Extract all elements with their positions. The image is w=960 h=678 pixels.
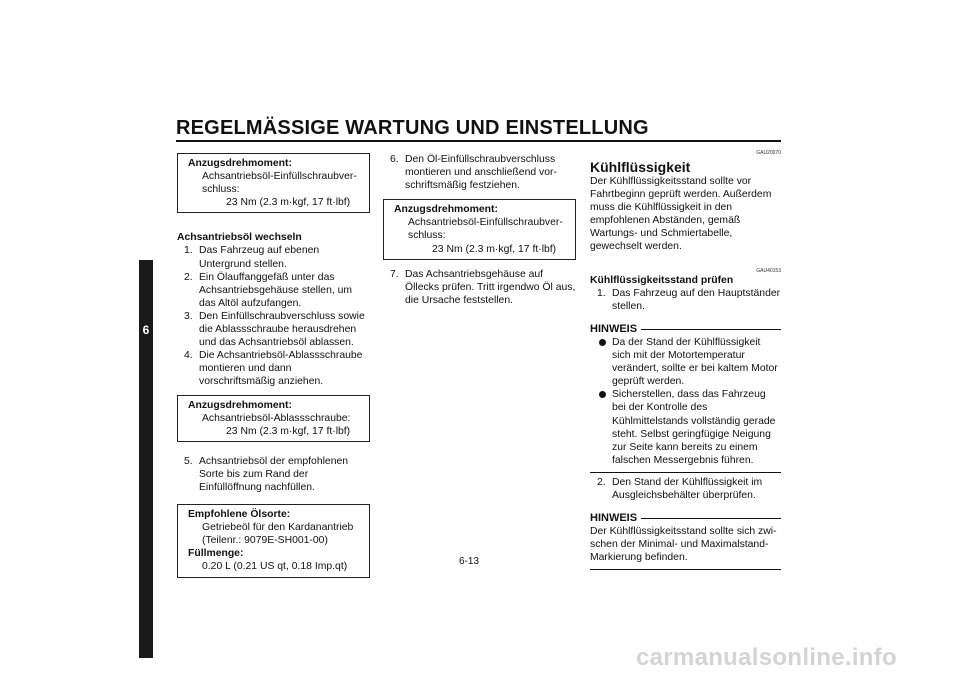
column-3	[590, 150, 781, 570]
torque-heading: Anzugsdrehmoment:	[188, 158, 292, 169]
step-number: 7.	[390, 268, 399, 280]
step-text: Das Achsantriebsgehäuse auf Öllecks prüfen. Tritt irgendwo Öl aus, die Ursache feststellen.	[405, 268, 576, 306]
torque-part: Achsantriebsöl-Einfüllschraubver-	[408, 217, 563, 229]
torque-part: Achsantriebsöl-Ablassschraube:	[202, 412, 351, 424]
section-heading: Achsantriebsöl wechseln	[177, 232, 302, 244]
notice-text: Der Kühlflüssigkeitsstand sollte sich zwischen der Minimal- und Maximalstand-Markierung befinden.	[590, 526, 777, 564]
page-number: 6-13	[459, 556, 480, 567]
step-text: Den Einfüllschraubverschluss sowie die Ablassschraube herausdrehen und das Achsantriebsöl ablassen.	[199, 310, 365, 349]
column-2	[383, 153, 576, 307]
bullet-text: Sicherstellen, dass das Fahrzeug bei der Kontrolle des Kühlmittelstands vollständig gerade steht. Selbst geringfügige Neigung zur Seite kann bereits zu einem falschen Messergebnis führen.	[612, 389, 776, 466]
list-item	[177, 244, 370, 270]
step-text: Den Öl-Einfüllschraubverschluss montieren und anschließend vorschriftsmäßig festziehen.	[405, 154, 557, 192]
subsection-heading: Kühlflüssigkeitsstand prüfen	[590, 274, 734, 286]
oil-type-heading: Empfohlene Ölsorte:	[188, 509, 291, 521]
steps-list	[590, 287, 781, 313]
chapter-tab-label: 6	[142, 323, 150, 337]
step-number: 4.	[184, 350, 193, 362]
notice-title	[590, 323, 781, 336]
torque-box-fill-bolt	[383, 199, 576, 259]
list-item	[177, 349, 370, 388]
chapter-tab	[139, 260, 153, 658]
bullet-icon	[599, 339, 606, 346]
notice-label: HINWEIS	[590, 512, 638, 525]
step-text: Den Stand der Kühlflüssigkeit im Ausgleichsbehälter überprüfen.	[612, 476, 763, 501]
oil-part-number: (Teilenr.: 9079E-SH001-00)	[202, 535, 328, 547]
torque-value: 23 Nm (2.3 m·kgf, 17 ft·lbf)	[226, 197, 351, 209]
step-number: 3.	[184, 310, 193, 322]
step-text: Ein Ölauffanggefäß unter das Achsantriebsgehäuse stellen, um das Altöl aufzufangen.	[199, 271, 353, 309]
step-number: 1.	[184, 245, 193, 257]
oil-quantity-heading: Füllmenge:	[188, 548, 244, 560]
torque-box-fill-bolt	[177, 153, 370, 213]
notice-end-rule	[590, 569, 781, 570]
steps-list	[177, 244, 370, 388]
list-item	[177, 310, 370, 349]
list-item	[590, 476, 781, 502]
steps-list-cont	[383, 268, 576, 307]
title-rule	[176, 140, 781, 142]
torque-part: Achsantriebsöl-Einfüllschraubver-	[202, 171, 357, 183]
step-number: 1.	[597, 287, 606, 299]
step-number: 2.	[184, 271, 193, 283]
steps-list-cont	[590, 476, 781, 502]
step-number: 2.	[597, 476, 606, 488]
list-item	[590, 287, 781, 313]
torque-heading: Anzugsdrehmoment:	[394, 204, 498, 216]
notice-title	[590, 512, 781, 525]
column-1	[177, 153, 370, 578]
torque-part-cont: schluss:	[408, 230, 446, 242]
torque-heading: Anzugsdrehmoment:	[188, 399, 292, 411]
step-number: 6.	[390, 154, 399, 165]
bullet-icon	[599, 391, 606, 398]
section-heading: Kühlflüssigkeit	[590, 159, 691, 175]
section-code: GAU20070	[756, 150, 781, 156]
notice-label: HINWEIS	[590, 322, 638, 335]
torque-value: 23 Nm (2.3 m·kgf, 17 ft·lbf)	[226, 425, 351, 437]
torque-value: 23 Nm (2.3 m·kgf, 17 ft·lbf)	[432, 243, 557, 255]
notice-rule	[641, 518, 781, 519]
section-code: GAU40153	[756, 267, 781, 274]
list-item	[177, 455, 370, 494]
notice-rule	[641, 329, 781, 330]
oil-spec-box	[177, 504, 370, 577]
steps-list-cont	[177, 455, 370, 494]
bullet-text: Da der Stand der Kühlflüssigkeit sich mit der Motortemperatur verändert, sollte er bei kaltem Motor geprüft werden.	[612, 336, 778, 388]
list-item	[590, 336, 781, 388]
list-item	[383, 268, 576, 307]
oil-quantity: 0.20 L (0.21 US qt, 0.18 Imp.qt)	[202, 561, 348, 573]
torque-box-drain-bolt	[177, 395, 370, 442]
torque-part-cont: schluss:	[202, 184, 240, 196]
steps-list	[383, 153, 576, 192]
notice-end-rule	[590, 472, 781, 473]
watermark: carmanualsonline.info	[636, 644, 898, 671]
step-number: 5.	[184, 455, 193, 467]
page-title: REGELMÄSSIGE WARTUNG UND EINSTELLUNG	[176, 117, 649, 139]
section-intro: Der Kühlflüssigkeitsstand sollte vor Fahrtbeginn geprüft werden. Außerdem muss die Kühlflüssigkeit in den empfohlenen Abständen, gemäß Wartungs- und Schmiertabelle, gewechselt werden.	[590, 176, 772, 253]
step-text: Das Fahrzeug auf den Hauptständer stellen.	[612, 287, 781, 312]
list-item	[590, 388, 781, 467]
step-text: Das Fahrzeug auf ebenen Untergrund stellen.	[199, 245, 320, 270]
list-item	[383, 153, 576, 192]
step-text: Die Achsantriebsöl-Ablassschraube montieren und dann vorschriftsmäßig anziehen.	[199, 350, 363, 388]
list-item	[177, 271, 370, 310]
oil-type: Getriebeöl für den Kardanantrieb	[202, 522, 354, 534]
step-text: Achsantriebsöl der empfohlenen Sorte bis zum Rand der Einfüllöffnung nachfüllen.	[199, 455, 349, 493]
